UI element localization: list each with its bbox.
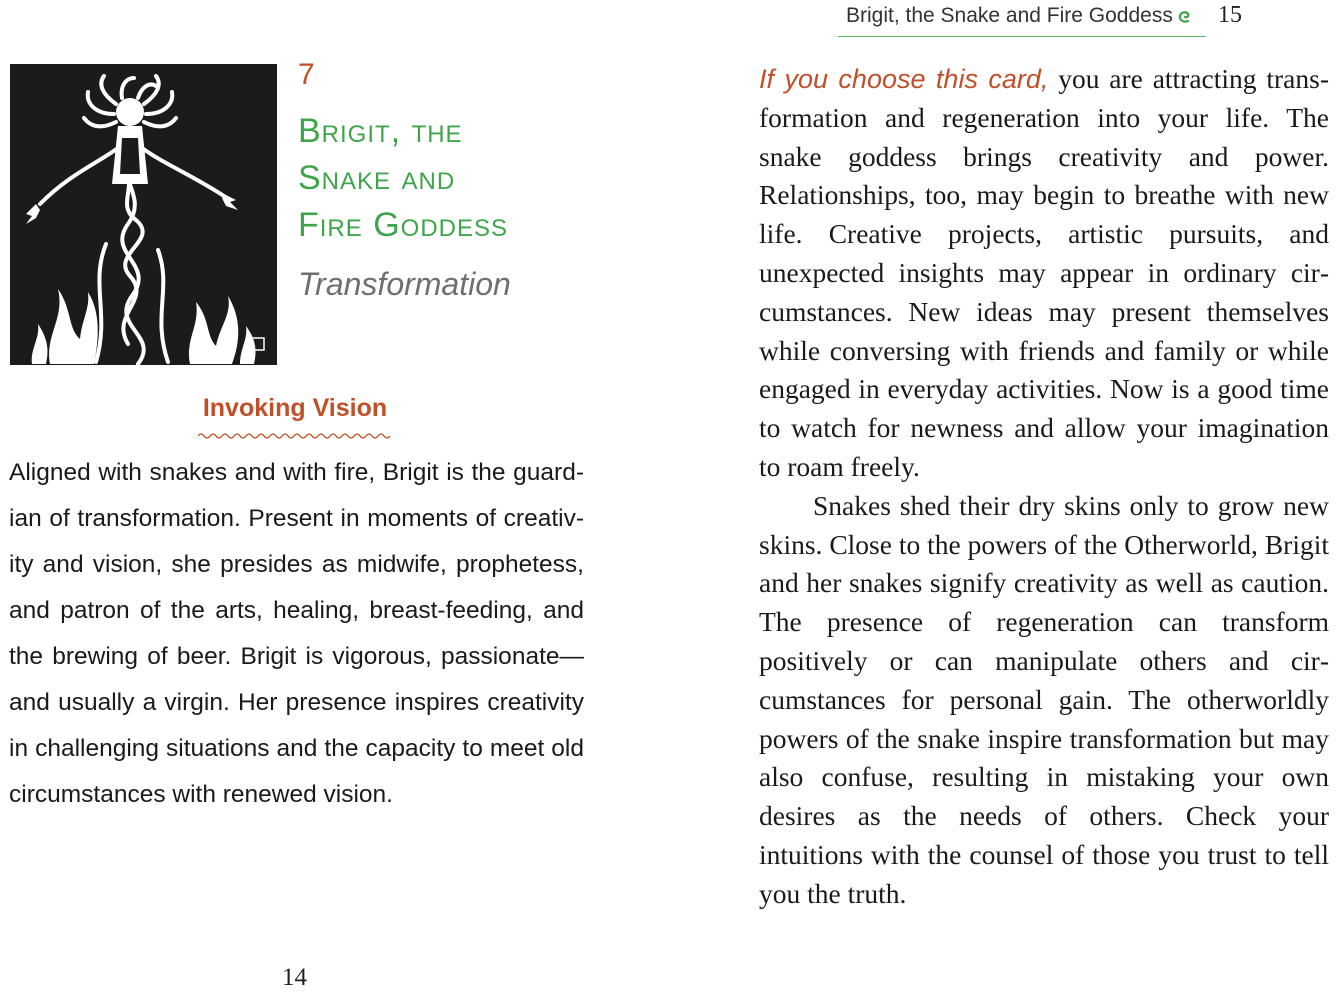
left-page [0,0,668,991]
page-number-right: 15 [1218,2,1242,28]
card-keyword: Transformation [298,266,511,302]
spiral-icon [1176,8,1194,26]
chapter-number: 7 [298,58,315,91]
page-number-left: 14 [282,964,307,991]
right-page [668,0,1336,991]
paragraph [759,60,1329,487]
chapter-title-line: Snake and [298,159,456,197]
paragraph-text: you are attracting transformation and regeneration into your life. The snake goddess brings creativity and power. Relationships, too, may begin to breathe with new life. Creative projects, artistic pursuits, and unexpected insights may appear in ordinary circumstances. New ideas may present themselves while conversing with friends and family or while engaged in everyday activities. Now is a good time to watch for newness and allow your imagination to roam freely. [759,63,1329,482]
invoking-vision-text: Aligned with snakes and with fire, Brigit is the guardian of transformation. Present in moments of creativity and vision, she presides as midwife, prophetess, and patron of the arts, healing, breast-feeding, and the brewing of beer. Brigit is vigorous, passionate—and usually a virgin. Her presence inspires creativity in challenging situations and the capacity to meet old circumstances with renewed vision. [9,459,584,808]
lead-in: If you choose this card, [759,64,1049,94]
chapter-title [298,108,598,249]
wavy-underline [198,432,392,440]
running-head-title: Brigit, the Snake and Fire Goddess [846,4,1173,27]
running-head [838,2,1206,37]
section-heading-text: Invoking Vision [202,394,388,422]
card-meaning-text [759,60,1329,914]
section-heading [0,394,590,427]
chapter-title-line: Brigit, the [298,112,463,150]
brigit-card-illustration [10,64,277,365]
chapter-title-line: Fire Goddess [298,206,509,244]
paragraph: Snakes shed their dry skins only to grow new skins. Close to the powers of the Otherworld, Brigit and her snakes signify creativity as well as caution. The presence of regeneration can transform positively or can manipulate others and circumstances for personal gain. The otherworldly powers of the snake inspire transformation but may also confuse, resulting in mistaking your own desires as the needs of others. Check your intuitions with the counsel of those you trust to tell you the truth. [759,489,1329,909]
